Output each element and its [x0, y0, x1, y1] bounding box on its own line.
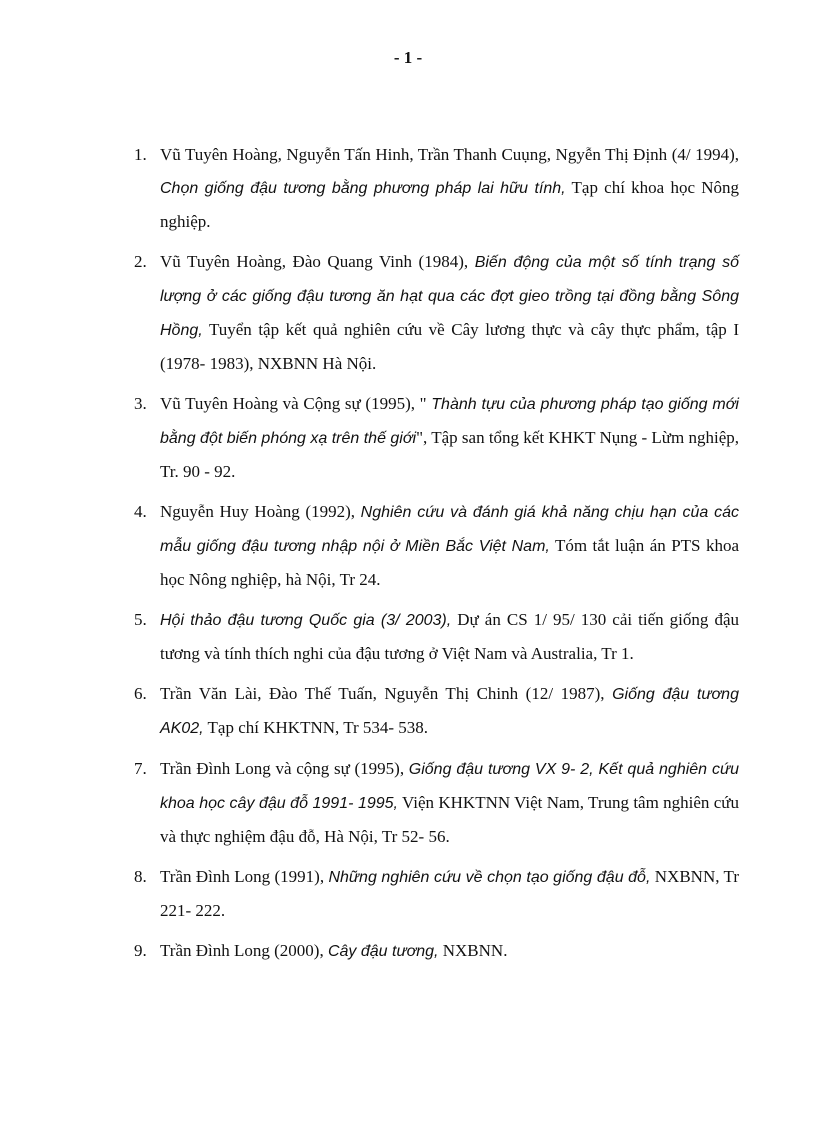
reference-title: Những nghiên cứu về chọn tạo giống đậu đỗ,	[328, 869, 651, 886]
reference-source: NXBNN, Tr 221- 222.	[160, 867, 739, 920]
reference-authors: Trần Đình Long và cộng sự (1995),	[160, 759, 409, 778]
reference-item	[134, 495, 739, 596]
reference-item	[134, 752, 739, 853]
reference-item	[134, 677, 739, 745]
reference-item	[134, 138, 739, 238]
reference-authors: Trần Văn Lài, Đào Thế Tuấn, Nguyễn Thị Chinh (12/ 1987),	[160, 684, 613, 703]
page-number: - 1 -	[393, 48, 423, 67]
reference-title: Biến động của một số tính trạng số lượng ở các giống đậu tương ăn hạt qua các đợt gieo trồng tại đồng bằng Sông Hồng,	[160, 254, 740, 339]
reference-number: 4.	[134, 502, 147, 521]
reference-source: ", Tập san tổng kết KHKT Nụng - Lừm nghiệp, Tr. 90 - 92.	[160, 428, 739, 481]
reference-authors: Vũ Tuyên Hoàng và Cộng sự (1995), "	[160, 394, 432, 413]
reference-item	[134, 934, 739, 968]
reference-item	[134, 860, 739, 927]
reference-authors: Trần Đình Long (1991),	[160, 867, 329, 886]
reference-list	[134, 138, 739, 975]
reference-number: 1.	[134, 145, 147, 164]
reference-authors: Vũ Tuyên Hoàng, Nguyễn Tấn Hinh, Trần Thanh Cuụng, Ngyễn Thị Định (4/ 1994),	[160, 145, 739, 164]
reference-source: Tạp chí khoa học Nông nghiệp.	[160, 178, 739, 231]
reference-source: NXBNN.	[438, 941, 508, 960]
reference-source: Tạp chí KHKTNN, Tr 534- 538.	[203, 718, 429, 737]
reference-number: 3.	[134, 394, 147, 413]
reference-title: Nghiên cứu và đánh giá khả năng chịu hạn của các mẫu giống đậu tương nhập nội ở Miền Bắc Việt Nam,	[160, 504, 740, 555]
reference-number: 2.	[134, 252, 147, 271]
reference-source: Dự án CS 1/ 95/ 130 cải tiến giống đậu tương và tính thích nghi của đậu tương ở Việt Nam và Australia, Tr 1.	[160, 610, 739, 663]
reference-title: Giống đậu tương VX 9- 2, Kết quả nghiên cứu khoa học cây đậu đỗ 1991- 1995,	[160, 761, 739, 812]
reference-authors: Nguyễn Huy Hoàng (1992),	[160, 502, 361, 521]
reference-item	[134, 603, 739, 670]
reference-number: 5.	[134, 610, 147, 629]
reference-title: Thành tựu của phương pháp tạo giống mới bằng đột biến phóng xạ trên thế giới	[160, 396, 739, 447]
reference-number: 8.	[134, 867, 147, 886]
reference-item	[134, 387, 739, 488]
reference-number: 7.	[134, 759, 147, 778]
reference-source: Viện KHKTNN Việt Nam, Trung tâm nghiên cứu và thực nghiệm đậu đỗ, Hà Nội, Tr 52- 56.	[160, 793, 739, 846]
reference-title: Chọn giống đậu tương bằng phương pháp lai hữu tính,	[160, 180, 566, 197]
reference-number: 6.	[134, 684, 147, 703]
reference-source: Tuyển tập kết quả nghiên cứu về Cây lương thực và cây thực phẩm, tập I (1978- 1983), NXBNN Hà Nội.	[160, 320, 739, 373]
reference-item	[134, 245, 739, 380]
reference-title: Hội thảo đậu tương Quốc gia (3/ 2003),	[160, 612, 452, 629]
reference-title: Cây đậu tương,	[327, 943, 439, 960]
reference-source: Tóm tắt luận án PTS khoa học Nông nghiệp, hà Nội, Tr 24.	[160, 536, 739, 589]
reference-authors: Vũ Tuyên Hoàng, Đào Quang Vinh (1984),	[160, 252, 475, 271]
reference-title: Giống đậu tương AK02,	[160, 686, 739, 737]
reference-number: 9.	[134, 941, 147, 960]
reference-authors: Trần Đình Long (2000),	[160, 941, 328, 960]
